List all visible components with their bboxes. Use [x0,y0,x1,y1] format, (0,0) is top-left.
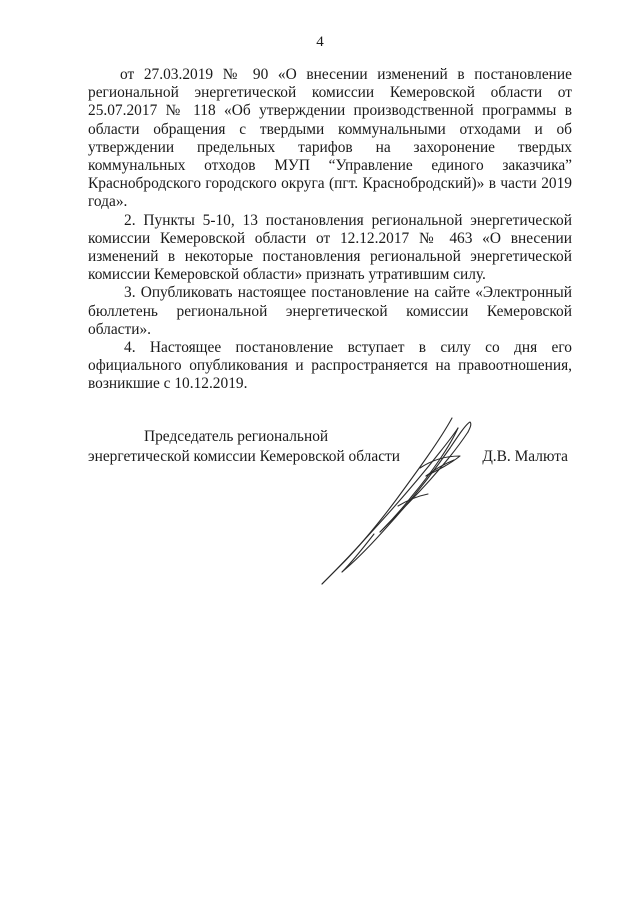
signatory-title-line-2: энергетической комиссии Кемеровской области [88,448,400,465]
paragraph-continuation: от 27.03.2019 № 90 «О внесении изменений в постановление региональной энергетической комиссии Кемеровской области от 25.07.2017 № 118 «Об утверждении производственной программы в области обращения с твердыми коммунальными отходами и об утверждении предельных тарифов на захоронение твердых коммунальных отходов МУП “Управление единого заказчика” Краснобродского городского округа (пгт. Краснобродский)» в части 2019 года». [88,66,572,211]
paragraph-item-2: 2. Пункты 5-10, 13 постановления региональной энергетической комиссии Кемеровской области от 12.12.2017 № 463 «О внесении изменений в некоторые постановления региональной энергетической комиссии Кемеровской области» признать утратившим силу. [88,211,572,284]
handwritten-signature [300,410,500,595]
document-body [88,66,572,394]
page-number: 4 [316,34,324,50]
paragraph-item-4: 4. Настоящее постановление вступает в силу со дня его официального опубликования и распространяется на правоотношения, возникшие с 10.12.2019. [88,339,572,393]
signatory-title-line-1: Председатель региональной [144,428,329,445]
paragraph-item-3: 3. Опубликовать настоящее постановление на сайте «Электронный бюллетень региональной энергетической комиссии Кемеровской области». [88,284,572,338]
signatory-name: Д.В. Малюта [482,448,568,465]
